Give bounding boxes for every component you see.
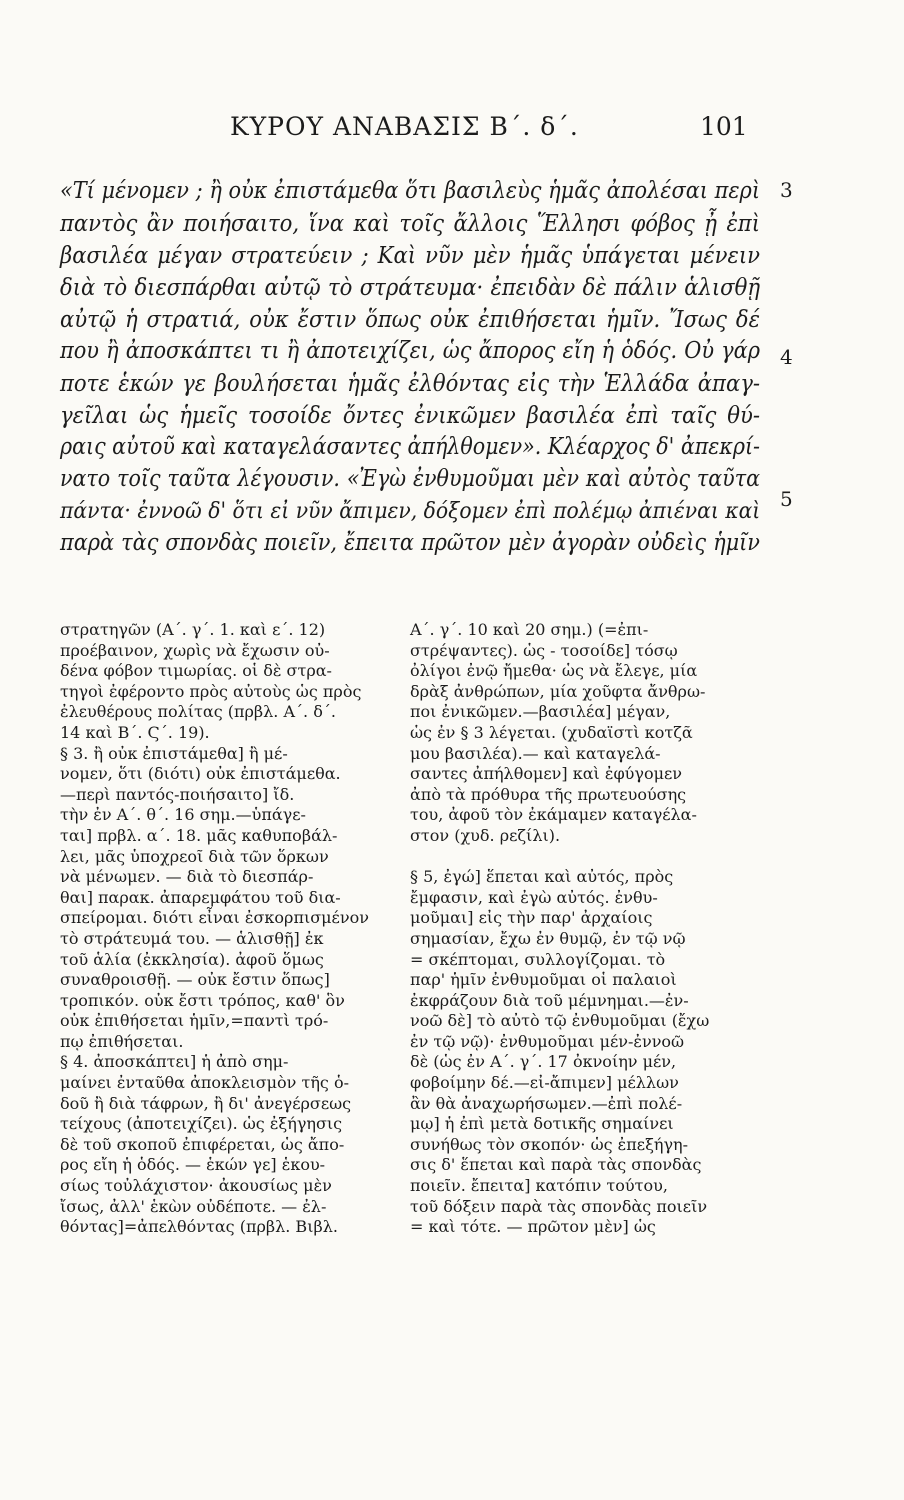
text-line: γεῖλαι ὡς ἡμεῖς τοσοίδε ὄντες ἐνικῶμεν βασιλέα ἐπὶ ταῖς θύ- [60, 401, 760, 429]
text-line: νατο τοῖς ταῦτα λέγουσιν. «Ἐγὼ ἐνθυμοῦμαι μὲν καὶ αὐτὸς ταῦτα [60, 466, 760, 492]
note-line: πῳ ἐπιθήσεται. [60, 1031, 184, 1051]
note-line: Α΄. γ΄. 10 καὶ 20 σημ.) (=ἐπι- [410, 620, 649, 639]
note-line: 14 καὶ Β΄. Ϛ΄. 19). [60, 722, 210, 742]
note-line: σημασίαν, ἔχω ἐν θυμῷ, ἐν τῷ νῷ [410, 928, 686, 948]
note-line: § 3. ἢ οὐκ ἐπιστάμεθα] ἢ μέ- [60, 743, 288, 763]
text-line: βασιλέα μέγαν στρατεύειν ; Καὶ νῦν μὲν ἡμᾶς ὑπάγεται μένειν [60, 241, 760, 269]
text-line: παντὸς ἂν ποιήσαιτο, ἵνα καὶ τοῖς ἄλλοις Ἕλλησι φόβος ᾖ ἐπὶ [60, 209, 760, 237]
text-line: «Τί μένομεν ; ἢ οὐκ ἐπιστάμεθα ὅτι βασιλεὺς ἡμᾶς ἀπολέσαι περὶ [60, 177, 760, 204]
text-line: αὐτῷ ἡ στρατιά, οὐκ ἔστιν ὅπως οὐκ ἐπιθήσεται ἡμῖν. Ἴσως δέ [60, 305, 760, 333]
note-line: στρατηγῶν (Α΄. γ΄. 1. καὶ ε΄. 12) [60, 620, 326, 639]
note-line: ἂν θὰ ἀναχωρήσωμεν.—ἐπὶ πολέ- [410, 1093, 683, 1113]
section-number-4: 4 [780, 345, 793, 369]
note-line: συνήθως τὸν σκοπόν· ὡς ἐπεξήγη- [410, 1134, 689, 1154]
note-line: τοῦ δόξειν παρὰ τὰς σπονδὰς ποιεῖν [410, 1196, 708, 1216]
note-line: ἐλευθέρους πολίτας (πρβλ. Α΄. δ΄. [60, 702, 336, 722]
commentary-left-column [60, 620, 390, 1238]
text-line: ποτε ἑκών γε βουλήσεται ἡμᾶς ἐλθόντας εἰς τὴν Ἑλλάδα ἀπαγ- [60, 369, 760, 397]
note-line: σις δ' ἕπεται καὶ παρὰ τὰς σπονδὰς [410, 1155, 702, 1175]
text-line: πάντα· ἐννοῶ δ' ὅτι εἰ νῦν ἄπιμεν, δόξομεν ἐπὶ πολέμῳ ἀπιέναι καὶ [60, 498, 761, 524]
section-number-5: 5 [780, 487, 793, 511]
note-line: θόντας]=ἀπελθόντας (πρβλ. Βιβλ. [60, 1217, 338, 1237]
note-line: τὴν ἐν Α΄. θ΄. 16 σημ.—ὑπάγε- [60, 805, 306, 825]
note-line: ἴσως, ἀλλ' ἑκὼν οὐδέποτε. — ἐλ- [60, 1196, 327, 1216]
note-line: = καὶ τότε. — πρῶτον μὲν] ὡς [410, 1217, 656, 1237]
note-line [410, 847, 760, 868]
note-line: μαίνει ἐνταῦθα ἀποκλεισμὸν τῆς ὁ- [60, 1073, 350, 1093]
note-line: § 4. ἀποσκάπτει] ἡ ἀπὸ σημ- [60, 1052, 289, 1072]
note-line: δρὰξ ἀνθρώπων, μία χοῦφτα ἄνθρω- [410, 681, 706, 701]
note-line: θαι] παρακ. ἀπαρεμφάτου τοῦ δια- [60, 887, 341, 907]
note-line: σίως τοὐλάχιστον· ἀκουσίως μὲν [60, 1176, 332, 1196]
note-line: νοῶ δὲ] τὸ αὐτὸ τῷ ἐνθυμοῦμαι (ἔχω [410, 1011, 710, 1031]
running-head [0, 112, 904, 152]
note-line: του, ἀφοῦ τὸν ἐκάμαμεν καταγέλα- [410, 805, 697, 825]
note-line: ὀλίγοι ἐνῷ ἤμεθα· ὡς νὰ ἔλεγε, μία [410, 661, 698, 681]
commentary-right-column [410, 620, 760, 1238]
note-line: νομεν, ὅτι (διότι) οὐκ ἐπιστάμεθα. [60, 764, 341, 784]
note-line: τροπικόν. οὐκ ἔστι τρόπος, καθ' ὃν [60, 990, 345, 1010]
note-line: οὐκ ἐπιθήσεται ἡμῖν,=παντὶ τρό- [60, 1011, 329, 1031]
note-line: ται] πρβλ. α΄. 18. μᾶς καθυποβάλ- [60, 825, 338, 845]
note-line: τηγοὶ ἐφέροντο πρὸς αὐτοὺς ὡς πρὸς [60, 681, 362, 701]
note-line: στον (χυδ. ρεζίλι). [410, 825, 561, 845]
note-line: παρ' ἡμῖν ἐνθυμοῦμαι οἱ παλαιοὶ [410, 970, 677, 990]
note-line: ρος εἴη ἡ ὁδός. — ἑκών γε] ἑκου- [60, 1155, 326, 1175]
note-line: ἐκφράζουν διὰ τοῦ μέμνημαι.—ἐν- [410, 990, 689, 1010]
note-line: δένα φόβον τιμωρίας. οἱ δὲ στρα- [60, 661, 332, 681]
note-line: ποιεῖν. ἔπειτα] κατόπιν τούτου, [410, 1176, 668, 1196]
note-line: νὰ μένωμεν. — διὰ τὸ διεσπάρ- [60, 867, 314, 887]
note-line: —περὶ παντός-ποιήσαιτο] ἴδ. [60, 784, 295, 804]
note-line: ἀπὸ τὰ πρόθυρα τῆς πρωτευούσης [410, 784, 687, 804]
running-title: ΚΥΡΟΥ ΑΝΑΒΑΣΙΣ Β΄. δ΄. [230, 112, 579, 141]
note-line: μῳ] ἡ ἐπὶ μετὰ δοτικῆς σημαίνει [410, 1114, 674, 1134]
note-line: ἐν τῷ νῷ)· ἐνθυμοῦμαι μέν-ἐννοῶ [410, 1031, 685, 1051]
note-line: τὸ στράτευμά του. — ἁλισθῇ] ἐκ [60, 928, 324, 948]
note-line: δοῦ ἢ διὰ τάφρων, ἢ δι' ἀνεγέρσεως [60, 1093, 352, 1113]
note-line: § 5, ἐγώ] ἕπεται καὶ αὐτός, πρὸς [410, 867, 674, 887]
note-line: μοῦμαι] εἰς τὴν παρ' ἀρχαίοις [410, 908, 653, 928]
page-number: 101 [700, 112, 748, 141]
note-line: προέβαινον, χωρὶς νὰ ἔχωσιν οὐ- [60, 640, 330, 660]
main-greek-text [60, 175, 760, 559]
text-line: ραις αὐτοῦ καὶ καταγελάσαντες ἀπήλθομεν». Κλέαρχος δ' ἀπεκρί- [60, 434, 760, 460]
note-line: τοῦ ἁλία (ἐκκλησία). ἀφοῦ ὅμως [60, 949, 324, 969]
section-number-3: 3 [780, 178, 793, 202]
note-line: λει, μᾶς ὑποχρεοῖ διὰ τῶν ὅρκων [60, 846, 329, 866]
note-line: ἔμφασιν, καὶ ἐγὼ αὐτός. ἐνθυ- [410, 887, 658, 907]
text-line: διὰ τὸ διεσπάρθαι αὐτῷ τὸ στράτευμα· ἐπειδὰν δὲ πάλιν ἁλισθῇ [60, 273, 760, 301]
note-line: μου βασιλέα).— καὶ καταγελά- [410, 743, 661, 763]
note-line: φοβοίμην δέ.—εἰ-ἄπιμεν] μέλλων [410, 1073, 679, 1093]
note-line: στρέψαντες). ὡς - τοσοίδε] τόσῳ [410, 640, 678, 660]
note-line: δὲ (ὡς ἐν Α΄. γ΄. 17 ὀκνοίην μέν, [410, 1052, 677, 1072]
note-line: δὲ τοῦ σκοποῦ ἐπιφέρεται, ὡς ἄπο- [60, 1134, 345, 1154]
note-line: ὡς ἐν § 3 λέγεται. (χυδαϊστὶ κοτζᾶ [410, 722, 693, 742]
text-line: παρὰ τὰς σπονδὰς ποιεῖν, ἔπειτα πρῶτον μὲν ἀγορὰν οὐδεὶς ἡμῖν [60, 529, 760, 556]
text-line: που ἢ ἀποσκάπτει τι ἢ ἀποτειχίζει, ὡς ἄπορος εἴη ἡ ὁδός. Οὐ γάρ [60, 337, 760, 364]
note-line: ποι ἐνικῶμεν.—βασιλέα] μέγαν, [410, 702, 671, 722]
note-line: συναθροισθῇ. — οὐκ ἔστιν ὅπως] [60, 970, 330, 990]
note-line: σαντες ἀπήλθομεν] καὶ ἐφύγομεν [410, 764, 682, 784]
note-line: τείχους (ἀποτειχίζει). ὡς ἐξήγησις [60, 1114, 343, 1134]
note-line: σπείρομαι. διότι εἶναι ἐσκορπισμένον [60, 908, 369, 928]
note-line: = σκέπτομαι, συλλογίζομαι. τὸ [410, 949, 666, 969]
